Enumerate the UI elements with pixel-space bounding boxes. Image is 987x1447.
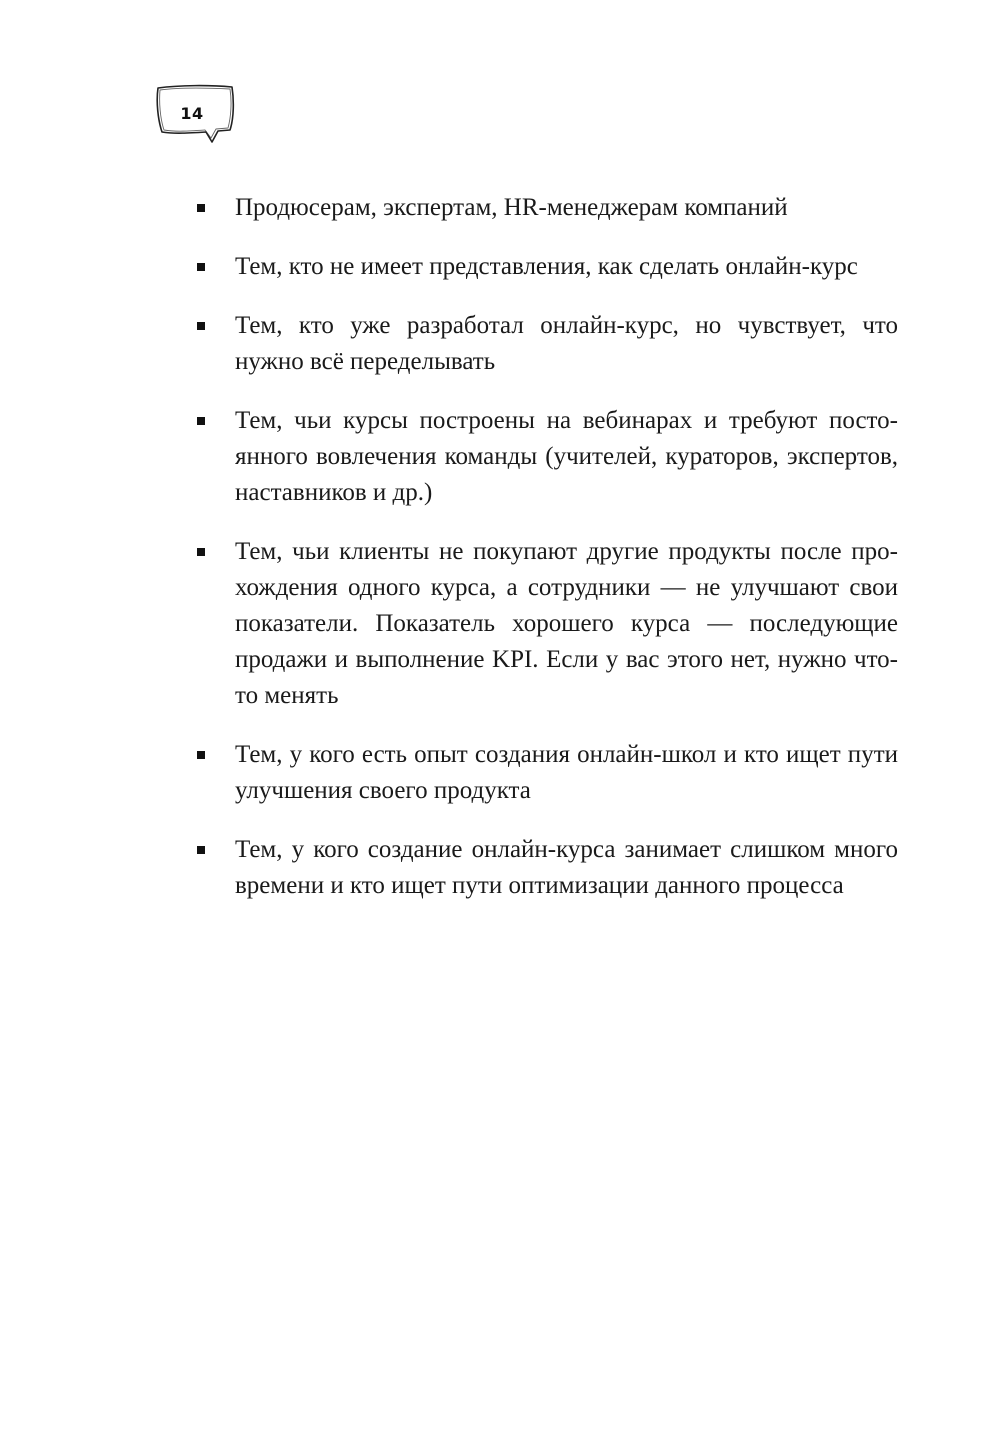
list-item bbox=[195, 737, 898, 809]
square-bullet-icon bbox=[197, 263, 205, 271]
list-item-text: Продюсерам, экспертам, HR-менеджерам компаний bbox=[235, 194, 788, 221]
list-item bbox=[195, 190, 898, 226]
list-item bbox=[195, 249, 898, 285]
square-bullet-icon bbox=[197, 751, 205, 759]
list-item bbox=[195, 832, 898, 904]
list-item-text: Тем, у кого есть опыт создания онлайн-школ и кто ищет пути улучшения своего продукта bbox=[235, 741, 898, 804]
list-item-text: Тем, кто не имеет представления, как сделать онлайн-курс bbox=[235, 253, 858, 280]
list-item bbox=[195, 534, 898, 714]
list-item-text: Тем, чьи курсы построены на вебинарах и требуют постоянного вовлечения команды (учителей, кураторов, экспертов, наставников и др.) bbox=[235, 407, 898, 506]
list-item bbox=[195, 403, 898, 511]
list-item-text: Тем, чьи клиенты не покупают другие продукты после прохождения одного курса, а сотрудники — не улучшают свои показатели. Показатель хорошего курса — последующие продажи и выполнение KPI. Если у вас этого нет, нужно что-то менять bbox=[235, 538, 898, 709]
square-bullet-icon bbox=[197, 204, 205, 212]
page-number: 14 bbox=[180, 104, 204, 123]
square-bullet-icon bbox=[197, 322, 205, 330]
list-item-text: Тем, у кого создание онлайн-курса занимает слишком много времени и кто ищет пути оптимизации данного процесса bbox=[235, 836, 898, 899]
list-item bbox=[195, 308, 898, 380]
square-bullet-icon bbox=[197, 417, 205, 425]
square-bullet-icon bbox=[197, 548, 205, 556]
square-bullet-icon bbox=[197, 846, 205, 854]
list-item-text: Тем, кто уже разработал онлайн-курс, но чувствует, что нужно всё переделывать bbox=[235, 312, 898, 375]
page-number-badge bbox=[150, 80, 240, 152]
bullet-list bbox=[195, 190, 898, 927]
